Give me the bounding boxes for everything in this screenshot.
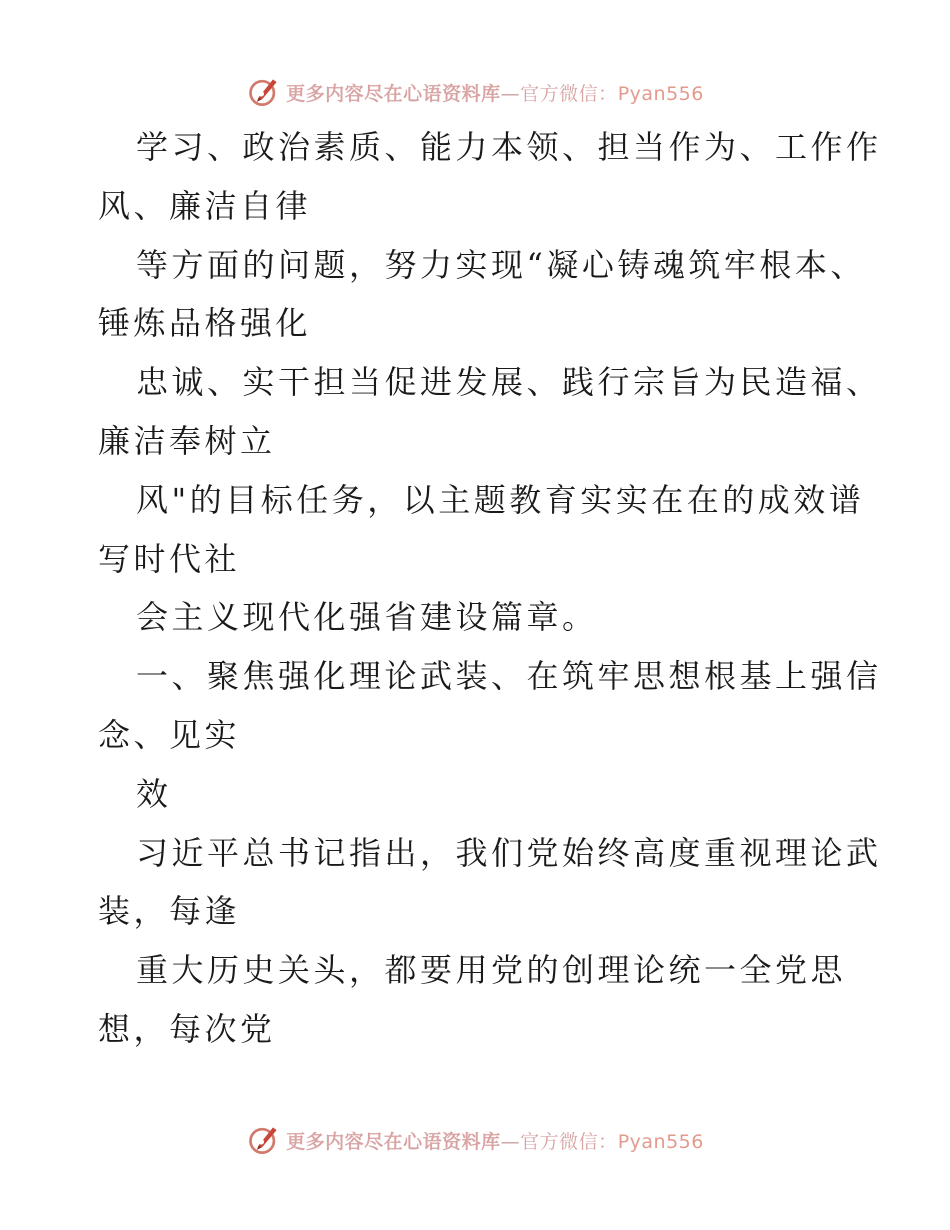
text-line: 风"的目标任务，以主题教育实实在在的成效谱 — [136, 480, 865, 519]
text-line: 忠诚、实干担当促进发展、践行宗旨为民造福、 — [136, 363, 882, 402]
text-line: 念、见实 — [98, 715, 241, 754]
text-line: 效 — [136, 774, 172, 813]
header-watermark — [0, 72, 950, 112]
text-line: 写时代社 — [98, 539, 241, 578]
text-line: 装，每逢 — [98, 892, 241, 931]
text-line: 一、聚焦强化理论武装、在筑牢思想根基上强信 — [136, 657, 882, 696]
text-line: 风、廉洁自律 — [98, 186, 312, 225]
watermark-text: 更多内容尽在心语资料库—官方微信：Pyan556 — [286, 1130, 704, 1153]
watermark-text: 更多内容尽在心语资料库—官方微信：Pyan556 — [286, 82, 704, 105]
text-line: 习近平总书记指出，我们党始终高度重视理论武 — [136, 833, 882, 872]
quill-logo-icon — [246, 1122, 282, 1158]
footer-watermark — [0, 1120, 950, 1160]
text-line: 锤炼品格强化 — [98, 304, 312, 343]
text-line: 等方面的问题，努力实现“凝心铸魂筑牢根本、 — [136, 245, 866, 284]
text-line: 重大历史关头，都要用党的创理论统一全党思 — [136, 951, 847, 990]
text-line: 廉洁奉树立 — [98, 421, 276, 460]
text-line: 学习、政治素质、能力本领、担当作为、工作作 — [136, 128, 882, 166]
text-line: 会主义现代化强省建设篇章。 — [136, 598, 598, 637]
document-body — [98, 118, 898, 1059]
text-line: 想，每次党 — [98, 1009, 276, 1048]
quill-logo-icon — [246, 74, 282, 110]
